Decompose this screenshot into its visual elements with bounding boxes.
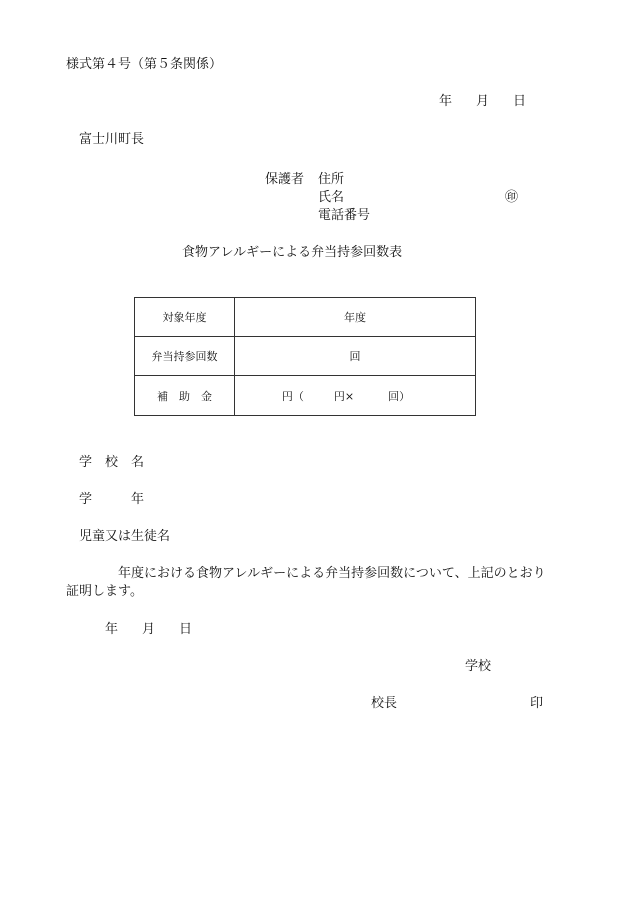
grade-label: 学 年 <box>79 492 145 507</box>
footer-date-year: 年 <box>105 622 119 637</box>
subsidy-yen: 円（ <box>281 389 304 403</box>
addressee: 富士川町長 <box>79 132 145 147</box>
guardian-seal-mark: ㊞ <box>505 190 519 205</box>
document-title: 食物アレルギーによる弁当持参回数表 <box>182 245 403 260</box>
footer-date-month: 月 <box>142 622 156 637</box>
table-row <box>135 376 476 416</box>
guardian-label: 保護者 <box>265 172 305 187</box>
row-label-lunch-count: 弁当持参回数 <box>135 337 235 376</box>
table-row <box>135 298 476 337</box>
row-value-lunch-count: 回 <box>235 337 476 376</box>
footer-date <box>105 622 192 638</box>
school-name-label: 学 校 名 <box>79 455 145 470</box>
header-date-day: 日 <box>513 94 527 109</box>
certification-line-2: 証明します。 <box>66 584 143 599</box>
row-value-subsidy <box>235 376 476 416</box>
guardian-address-label: 住所 <box>318 172 345 187</box>
header-date-month: 月 <box>476 94 490 109</box>
row-value-target-year: 年度 <box>235 298 476 337</box>
certification-line-1: 年度における食物アレルギーによる弁当持参回数について、上記のとおり <box>118 566 546 581</box>
subsidy-count: 回） <box>388 389 411 403</box>
allowance-table <box>134 297 476 416</box>
table-row <box>135 337 476 376</box>
footer-date-day: 日 <box>179 622 193 637</box>
guardian-name-label: 氏名 <box>318 190 345 205</box>
school-label: 学校 <box>465 659 492 674</box>
row-label-target-year: 対象年度 <box>135 298 235 337</box>
subsidy-times: 円× <box>333 389 355 403</box>
principal-seal-label: 印 <box>530 696 544 711</box>
header-date <box>439 94 526 110</box>
guardian-phone-label: 電話番号 <box>318 208 371 223</box>
form-number: 様式第４号（第５条関係） <box>66 57 223 72</box>
header-date-year: 年 <box>439 94 453 109</box>
student-name-label: 児童又は生徒名 <box>79 529 171 544</box>
row-label-subsidy: 補 助 金 <box>135 376 235 416</box>
principal-label: 校長 <box>371 696 398 711</box>
